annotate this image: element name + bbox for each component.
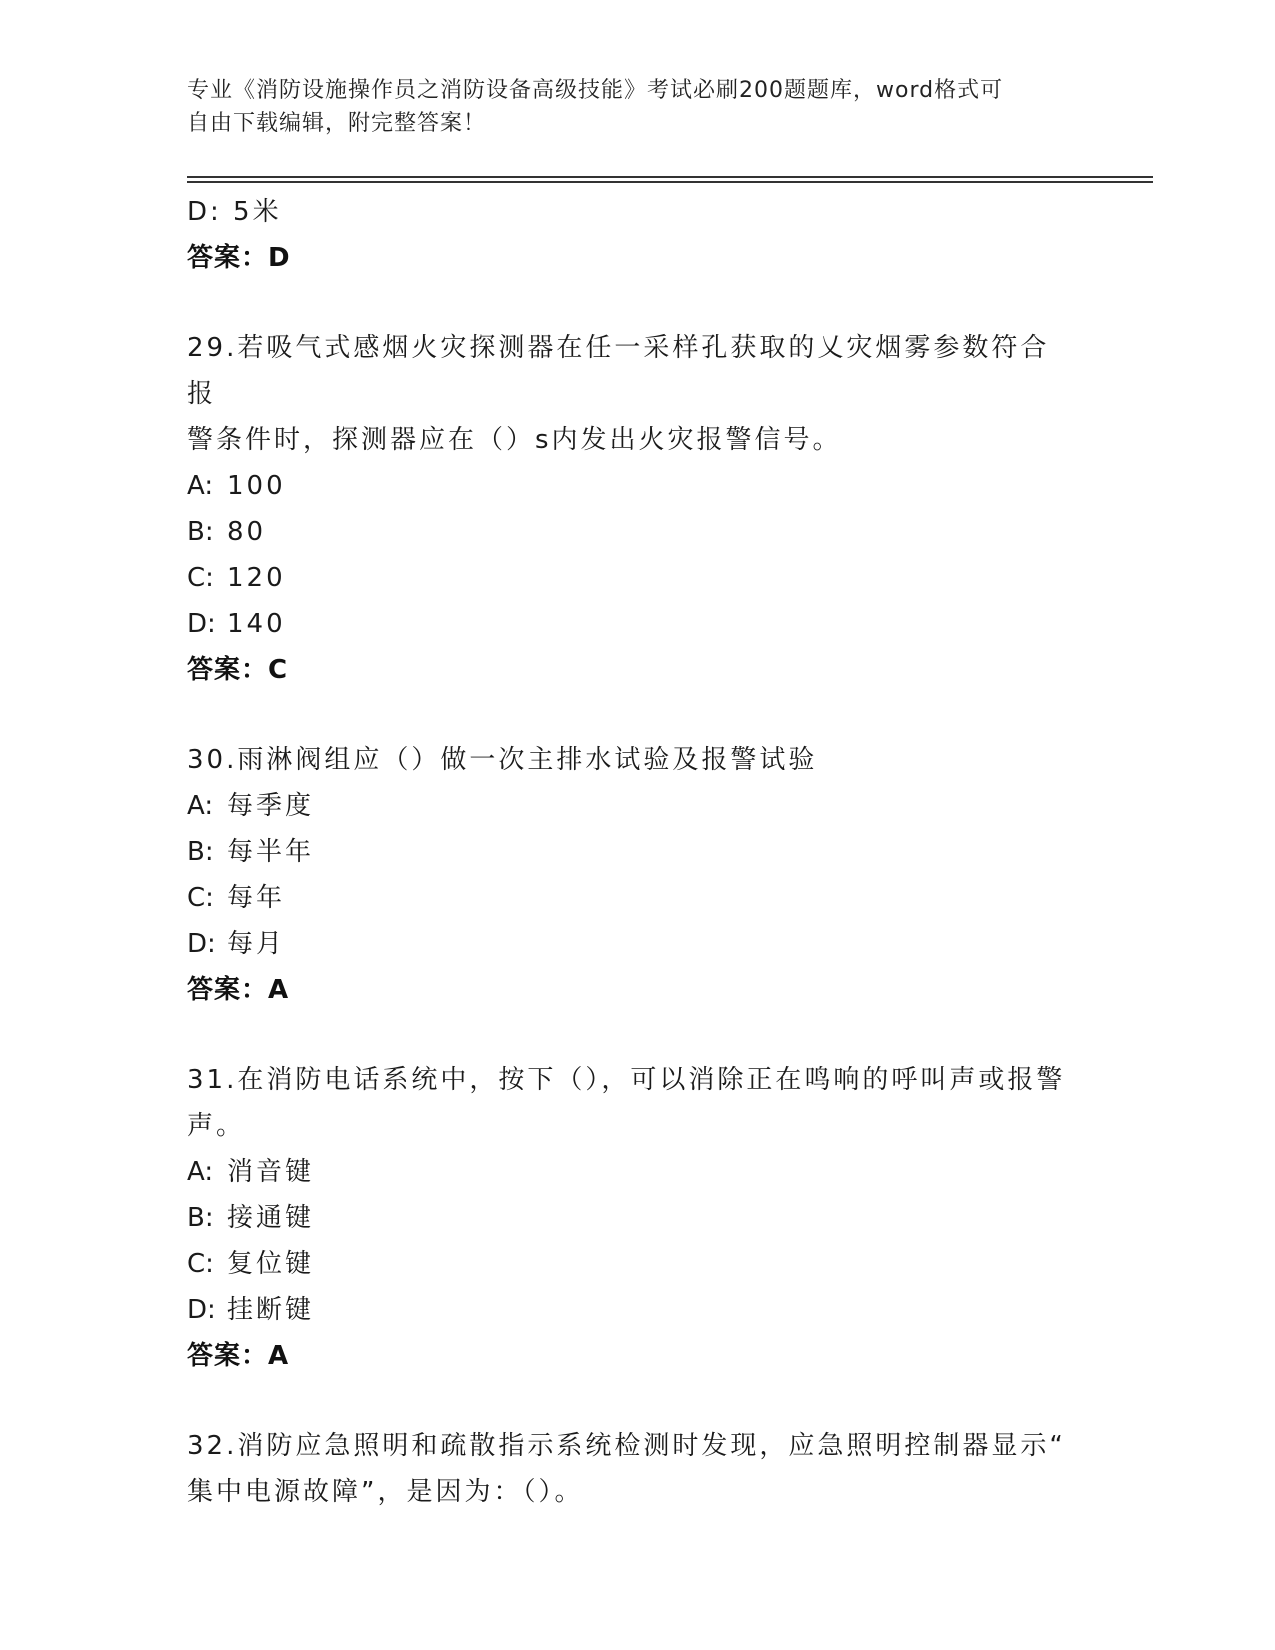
question-31-text-line-1: 31.在消防电话系统中，按下（），可以消除正在鸣响的呼叫声或报警: [187, 1065, 1066, 1095]
option-text: 每年: [227, 883, 286, 913]
question-29-option-a: [187, 463, 1087, 509]
question-31-option-d: [187, 1287, 1087, 1333]
option-text: 140: [227, 609, 286, 639]
option-key: A:: [187, 1157, 214, 1187]
question-31-text-line-2: 声。: [187, 1111, 246, 1141]
prev-option-d: D: 5米: [187, 197, 282, 227]
question-29-text-line-2: 警条件时，探测器应在（）s内发出火灾报警信号。: [187, 425, 842, 455]
option-key: B:: [187, 517, 214, 547]
option-text: 80: [227, 517, 267, 547]
option-key: C:: [187, 1249, 214, 1279]
option-key: B:: [187, 837, 214, 867]
question-30-option-a: [187, 783, 1087, 829]
option-text: 120: [227, 563, 286, 593]
question-31-option-c: [187, 1241, 1087, 1287]
option-text: 每月: [227, 929, 286, 959]
option-text: 每半年: [227, 837, 315, 867]
header-line-1: 专业《消防设施操作员之消防设备高级技能》考试必刷200题题库，word格式可: [187, 78, 1004, 103]
question-30-text-line-1: 30.雨淋阀组应（）做一次主排水试验及报警试验: [187, 745, 818, 775]
option-text: 接通键: [227, 1203, 315, 1233]
option-text: 100: [227, 471, 286, 501]
document-header: [187, 74, 1067, 140]
option-key: A:: [187, 471, 214, 501]
option-text: 复位键: [227, 1249, 315, 1279]
question-29-option-c: [187, 555, 1087, 601]
question-30: [187, 737, 1087, 1013]
question-29-option-b: [187, 509, 1087, 555]
question-29: [187, 325, 1087, 693]
question-30-option-b: [187, 829, 1087, 875]
option-text: 每季度: [227, 791, 315, 821]
question-32-text-line-2: 集中电源故障”，是因为：（）。: [187, 1477, 584, 1507]
option-key: D:: [187, 929, 216, 959]
option-key: B:: [187, 1203, 214, 1233]
question-30-option-c: [187, 875, 1087, 921]
option-key: C:: [187, 883, 214, 913]
question-31-option-a: [187, 1149, 1087, 1195]
option-key: D:: [187, 1295, 216, 1325]
question-32: [187, 1423, 1087, 1515]
header-line-2: 自由下载编辑，附完整答案！: [187, 111, 487, 136]
option-text: 挂断键: [227, 1295, 315, 1325]
header-divider-top: [187, 176, 1153, 178]
document-body: [187, 189, 1087, 1515]
question-29-option-d: [187, 601, 1087, 647]
option-key: C:: [187, 563, 214, 593]
option-text: 消音键: [227, 1157, 315, 1187]
question-31-answer: 答案：A: [187, 1341, 290, 1371]
option-key: A:: [187, 791, 214, 821]
option-key: D:: [187, 609, 216, 639]
question-30-answer: 答案：A: [187, 975, 290, 1005]
question-29-text-line-1: 29.若吸气式感烟火灾探测器在任一采样孔获取的乂灾烟雾参数符合报: [187, 333, 1050, 409]
question-30-option-d: [187, 921, 1087, 967]
prev-answer: 答案：D: [187, 243, 291, 273]
question-32-text-line-1: 32.消防应急照明和疏散指示系统检测时发现，应急照明控制器显示“: [187, 1431, 1066, 1461]
question-31-option-b: [187, 1195, 1087, 1241]
header-divider-bottom: [187, 181, 1153, 183]
question-29-answer: 答案：C: [187, 655, 289, 685]
question-31: [187, 1057, 1087, 1379]
